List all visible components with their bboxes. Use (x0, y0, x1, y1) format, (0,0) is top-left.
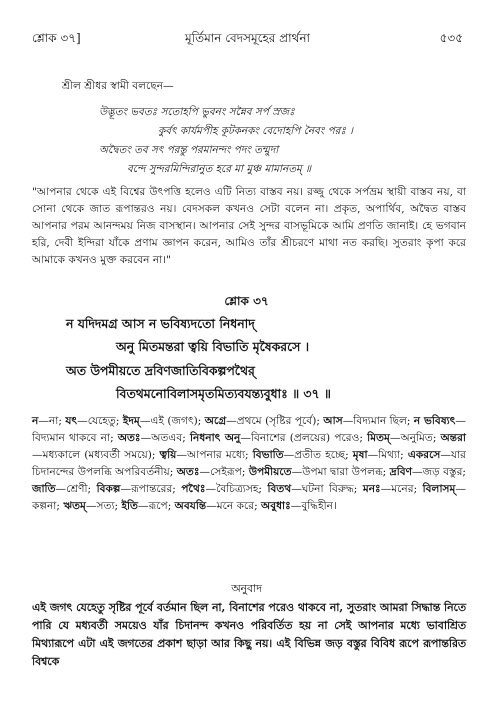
header-verse-ref: শ্লোক ৩৭] (32, 31, 81, 45)
synonym-dash: — (291, 466, 303, 478)
synonym-meaning: বিদ্যমান ছিল; (353, 415, 414, 427)
synonym-meaning: বিদ্যমান থাকবে না; (32, 432, 118, 444)
synonym-meaning: মনে করে; (216, 500, 262, 512)
synonym-dash: — (55, 483, 67, 495)
verse-line-4: বিতথমনোবিলাসমৃতমিত্যবযন্ত্যবুধাঃ ॥ ৩৭ ॥ (116, 386, 331, 401)
synonym-dash: — (367, 449, 379, 461)
synonym-term: বিকল্প (96, 483, 121, 495)
synonym-term: মনঃ (362, 483, 381, 495)
synonym-dash: — (240, 432, 251, 444)
verse-line-3: অত উপমীয়তে দ্রবিণজাতিবিকল্পপথৈর্ (66, 363, 255, 378)
synonym-term: অতঃ (117, 432, 141, 444)
synonym-dash: — (380, 483, 392, 495)
synonym-meaning: না; (48, 415, 66, 427)
synonym-meaning: মধ্যকালে (মধ্যবর্তী সময়ে); (42, 449, 160, 461)
synonym-term: নিধনাৎ অনু (190, 432, 241, 444)
synonym-meaning: যার চিদানন্দের উপলব্ধি অপরিবর্তনীয়; (32, 449, 466, 478)
translation-paragraph: এই জগৎ যেহেতু সৃষ্টির পূর্বে বর্তমান ছিল না, বিনাশের পরেও থাকবে না, সুতরাং আমরা সিদ্ধান্ত নিতে পারি যে মধ্যবর্তী সময়েও যাঁর চিদানন্দ কখনও পরিবর্তিত হয় না সেই আপনার মধ্যে ভাবাশ্রিত মিথ্যারূপে এটা এই জগতের প্রকাশ ছাড়া আর কিছু নয়। এই বিভিন্ন জড় বস্তুর বিবিধ রূপে রূপান্তরিত বিশ্বকে (32, 601, 466, 668)
synonym-term: ইতি (121, 500, 138, 512)
verse-line-1: ন যদিদমগ্র আস ন ভবিষ্যদতো নিধনাদ্ (66, 316, 255, 331)
synonym-meaning: রূপে; (148, 500, 175, 512)
synonym-meaning: প্রতীত হচ্ছে; (294, 449, 353, 461)
synonym-term: বিতথ (267, 483, 292, 495)
synonym-dash: — (85, 500, 97, 512)
synonym-meaning: মনের; (391, 483, 423, 495)
quote-paragraph: "আপনার থেকে এই বিশ্বের উৎপত্তি হলেও এটি নিত্য বাস্তব নয়। রজ্জু থেকে সর্পভ্রম স্থায়ী বাস্তব নয়, বা সোনা থেকে জাত রূপান্তরও নয়। বেদসকল কখনও সেটা বলেন না। প্রকৃত, অপার্থিব, অদ্বৈত বাস্তব আপনার পরম আনন্দময় নিজ বাসস্থান। আপনার সেই সুন্দর বাসভূমিকে আমি প্রণতি জানাই। হে ভগবান হরি, দেবী ইন্দিরা যাঁকে প্রণাম জ্ঞাপন করেন, আমিও তাঁর শ্রীচরণে মাথা নত করছি। সুতরাং কৃপা করে আমাকে কখনও মুক্ত করবেন না।" (32, 186, 466, 266)
synonym-term: অবুধাঃ (261, 500, 291, 512)
synonym-term: অবযন্তি (174, 500, 207, 512)
translation-heading: অনুবাদ (231, 582, 262, 595)
synonym-dash: — (342, 415, 354, 427)
synonym-term: অন্তরা (440, 432, 467, 444)
synonym-dash: — (389, 432, 401, 444)
synonym-term: পথৈঃ (181, 483, 206, 495)
synonym-meaning: এই (জগৎ); (150, 415, 205, 427)
synonym-meaning: প্রথমে (সৃষ্টির পূর্বে); (236, 415, 324, 427)
synonym-term: উপমীয়তে (248, 466, 292, 478)
synonym-dash: — (137, 500, 149, 512)
synonym-dash: — (140, 432, 152, 444)
synonym-meaning: কল্পনা; (32, 500, 64, 512)
synonyms-paragraph (32, 413, 466, 515)
synonym-dash: — (139, 415, 151, 427)
synonym-meaning: রূপান্তরের; (131, 483, 182, 495)
synonym-meaning: অনুমিত; (400, 432, 441, 444)
synonym-term: যৎ (65, 415, 78, 427)
synonym-dash: — (455, 483, 466, 495)
synonym-dash: — (290, 500, 302, 512)
synonym-term: ন (32, 415, 39, 427)
synonym-term: আস (323, 415, 343, 427)
synonym-dash: — (32, 449, 43, 461)
shloka-heading: শ্লোক ৩৭ (224, 294, 269, 308)
synonym-meaning: মিথ্যা; (378, 449, 408, 461)
synonym-term: অগ্রে (204, 415, 227, 427)
synonym-meaning: সেইরূপ; (210, 466, 249, 478)
synonym-meaning: অতএব; (151, 432, 191, 444)
page-number: ৫৩৫ (439, 31, 463, 45)
synonym-term: দ্রবিণ (389, 466, 413, 478)
synonym-meaning: বৈচিত্র্যসহ; (216, 483, 268, 495)
synonym-meaning: জড় বস্তুর; (422, 466, 466, 478)
synonym-meaning: যেহেতু; (87, 415, 123, 427)
synonym-dash: — (199, 466, 211, 478)
synonym-dash: — (38, 415, 49, 427)
synonym-term: মিতম্ (367, 432, 390, 444)
synonym-dash: — (77, 415, 88, 427)
header-chapter-title: মূর্তিমান বেদসমূহের প্রার্থনা (184, 31, 311, 45)
synonym-dash: — (283, 449, 295, 461)
synonym-dash: — (120, 483, 132, 495)
synonym-term: জাতি (32, 483, 56, 495)
synonym-term: বিভাতি (252, 449, 284, 461)
sanskrit-verse-line-2: কুর্বৎ কার্যমপীহ কূটকনকং বেদোহপি নৈবং পরঃ । (158, 125, 353, 137)
synonym-dash: — (440, 449, 451, 461)
synonym-meaning: ঘটনা বিরুদ্ধ; (301, 483, 363, 495)
page-header (32, 30, 463, 50)
synonym-dash: — (176, 449, 187, 461)
synonym-meaning: বুদ্ধিহীন। (301, 500, 337, 512)
verse-line-2: অনু মিতমন্তরা ত্বয়ি বিভাতি মৃষৈকরসে । (116, 339, 310, 354)
sanskrit-verse-line-1: উদ্ভূতং ভবতঃ সতোহপি ভুবনং সন্নৈব সর্প স্রজঃ (99, 106, 295, 118)
synonym-meaning: আপনার মধ্যে; (186, 449, 253, 461)
synonym-term: মৃষা (352, 449, 368, 461)
sanskrit-verse-line-4: বন্দে সুন্দরমিন্দিরানুত হরে মা মুঞ্চ মামানতম্ ॥ (127, 163, 312, 175)
synonym-dash: — (206, 500, 217, 512)
synonym-dash: — (205, 483, 217, 495)
synonym-meaning: বিনাশের (প্রলয়ের) পরেও; (250, 432, 368, 444)
synonym-meaning: উপমা দ্বারা উপলব্ধ; (302, 466, 390, 478)
synonym-dash: — (455, 415, 466, 427)
synonym-term: ঋতম্ (63, 500, 86, 512)
synonym-dash: — (291, 483, 302, 495)
synonym-term: ন ভবিষ্যৎ (413, 415, 456, 427)
synonym-term: ত্বয়ি (159, 449, 177, 461)
synonym-term: ইদম্ (122, 415, 140, 427)
synonym-meaning: সত্য; (96, 500, 122, 512)
synonym-term: বিলাসম্ (422, 483, 456, 495)
synonym-dash: — (412, 466, 423, 478)
synonym-meaning: শ্রেণী; (66, 483, 97, 495)
synonym-term: অতঃ (176, 466, 200, 478)
synonym-dash: — (226, 415, 237, 427)
speaker-line: শ্রীল শ্রীধর স্বামী বলছেন— (62, 80, 174, 92)
sanskrit-verse-line-3: অদ্বৈতং তব সৎ পরন্তু পরমানন্দং পদং তন্মুদা (99, 144, 279, 156)
synonym-term: একরসে (407, 449, 441, 461)
